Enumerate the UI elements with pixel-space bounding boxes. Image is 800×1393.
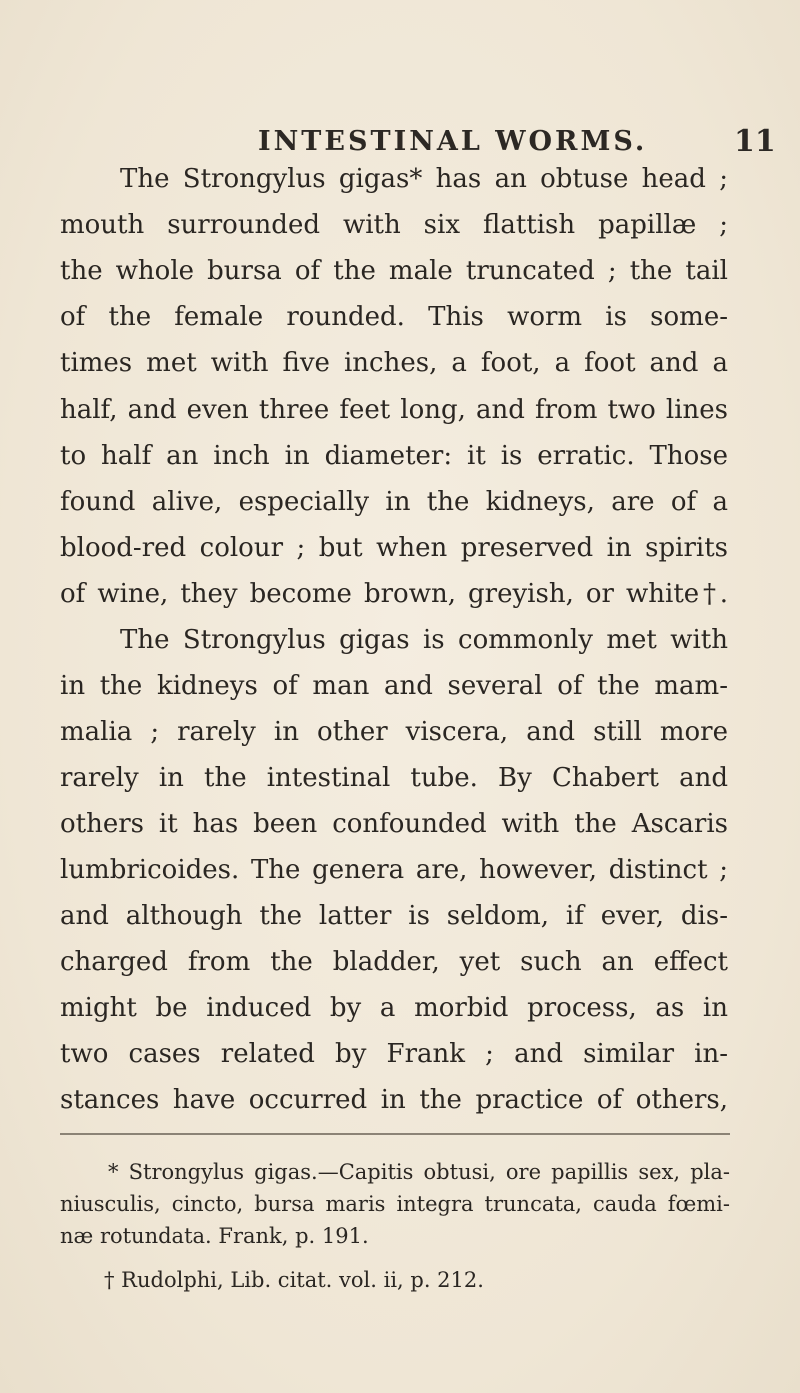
text-line: of wine, they become brown, greyish, or white†. bbox=[60, 579, 728, 609]
footnote-line: næ rotundata. Frank, p. 191. bbox=[60, 1224, 369, 1248]
text-line: and although the latter is seldom, if ever, dis- bbox=[60, 901, 728, 931]
text-line: in the kidneys of man and several of the mam- bbox=[60, 671, 728, 701]
running-head bbox=[0, 126, 800, 166]
text-line: malia ; rarely in other viscera, and still more bbox=[60, 717, 728, 747]
text-line: others it has been confounded with the Ascaris bbox=[60, 809, 728, 839]
text-line: charged from the bladder, yet such an effect bbox=[60, 947, 728, 977]
footnote-line: † Rudolphi, Lib. citat. vol. ii, p. 212. bbox=[104, 1268, 484, 1292]
page-number: 11 bbox=[734, 124, 776, 159]
text-line: mouth surrounded with six flattish papillæ ; bbox=[60, 210, 728, 240]
footnote-line: niusculis, cincto, bursa maris integra truncata, cauda fœmi- bbox=[60, 1192, 730, 1216]
text-line: stances have occurred in the practice of others, bbox=[60, 1085, 728, 1115]
text-line: lumbricoides. The genera are, however, distinct ; bbox=[60, 855, 728, 885]
text-line: to half an inch in diameter: it is erratic. Those bbox=[60, 441, 728, 471]
text-line: of the female rounded. This worm is some- bbox=[60, 302, 728, 332]
text-line: found alive, especially in the kidneys, are of a bbox=[60, 487, 728, 517]
footnote-divider bbox=[60, 1133, 730, 1135]
footnote-line: * Strongylus gigas.—Capitis obtusi, ore papillis sex, pla- bbox=[108, 1160, 730, 1184]
text-line: rarely in the intestinal tube. By Chabert and bbox=[60, 763, 728, 793]
text-line: blood-red colour ; but when preserved in spirits bbox=[60, 533, 728, 563]
text-line: The Strongylus gigas* has an obtuse head ; bbox=[120, 164, 728, 194]
text-line: two cases related by Frank ; and similar in- bbox=[60, 1039, 728, 1069]
running-title: INTESTINAL WORMS. bbox=[258, 126, 648, 157]
text-line: half, and even three feet long, and from two lines bbox=[60, 395, 728, 425]
text-line: times met with five inches, a foot, a foot and a bbox=[60, 348, 728, 378]
text-line: the whole bursa of the male truncated ; the tail bbox=[60, 256, 728, 286]
text-line: might be induced by a morbid process, as in bbox=[60, 993, 728, 1023]
text-line: The Strongylus gigas is commonly met with bbox=[120, 625, 728, 655]
